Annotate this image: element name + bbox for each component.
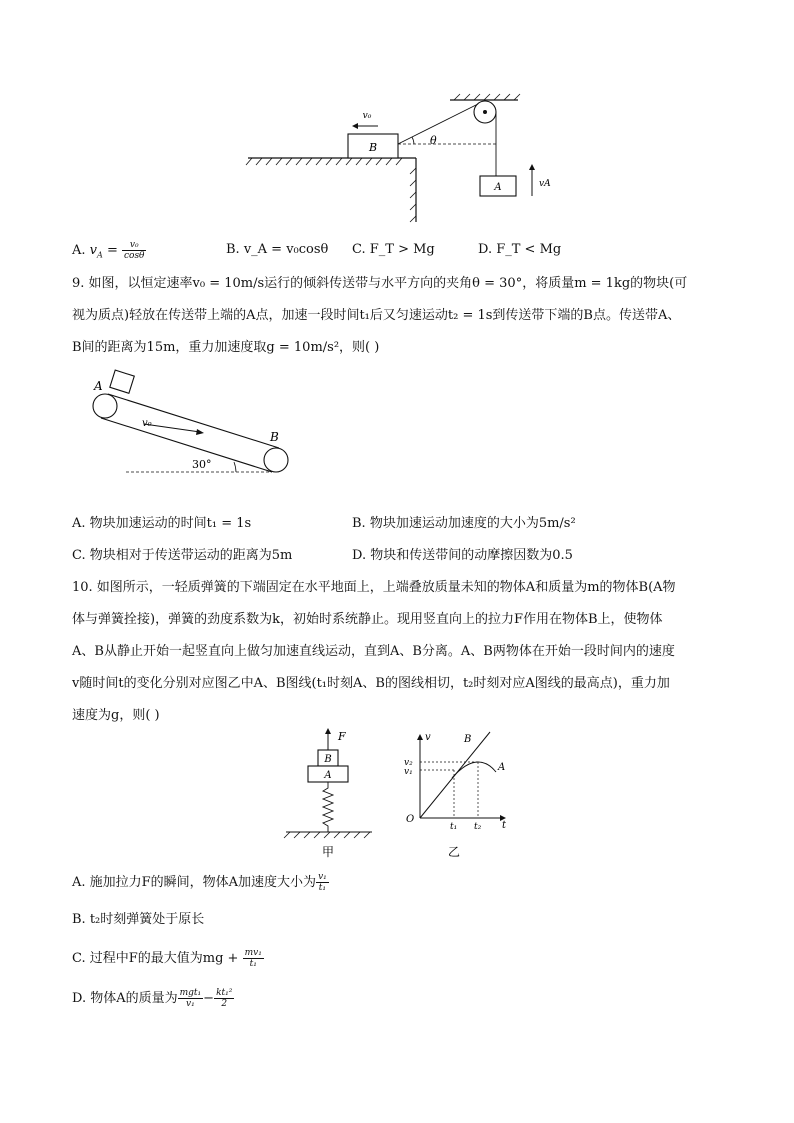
belt-v0-label: v₀ [142,418,152,429]
q10-option-d[interactable] [72,988,234,1009]
spring-figure [282,726,378,860]
q9-option-d[interactable]: D. 物块和传送带间的动摩擦因数为0.5 [352,548,573,563]
q8-option-d[interactable]: D. F_T < Mg [478,242,562,257]
vt-v1-label: v₁ [404,767,413,777]
pulley-figure [240,92,560,227]
q10-option-b[interactable]: B. t₂时刻弹簧处于原长 [72,912,205,927]
q8-option-a-label: A. [72,243,86,258]
vt-t-label: t [502,820,507,831]
q10-text-line1: 10. 如图所示，一轻质弹簧的下端固定在水平地面上，上端叠放质量未知的物体A和质量为m的物体B(A物 [72,580,676,595]
q10-option-d-text: D. 物体A的质量为 [72,991,178,1006]
q10-option-a-num: v₁ [318,872,327,882]
q10-option-a[interactable] [72,872,329,893]
block-b-label: B [368,141,378,154]
q10-option-d-minus: − [203,991,215,1006]
vt-caption: 乙 [447,845,461,859]
q9-text-line2: 视为质点)轻放在传送带上端的A点，加速一段时间t₁后又匀速运动t₂ = 1s到传送带下端的B点。传送带A、 [72,308,681,323]
q8-option-a-den: cosθ [123,251,145,261]
q10-option-c-den: t₁ [249,959,257,969]
q10-text-line4: v随时间t的变化分别对应图乙中A、B图线(t₁时刻A、B的图线相切，t₂时刻对应A图线的最高点)，重力加 [72,676,670,691]
q9-option-c[interactable]: C. 物块相对于传送带运动的距离为5m [72,548,293,563]
belt-b-label: B [270,430,279,444]
q10-text-line3: A、B从静止开始一起竖直向上做匀加速直线运动，直到A、B分离。A、B两物体在开始一段时间内的速度 [72,644,675,659]
q10-text-line5: 速度为g，则( ) [72,708,160,723]
q9-text-line3: B间的距离为15m，重力加速度取g = 10m/s²，则( ) [72,340,380,355]
block-a-label: A [494,182,502,193]
q10-option-d-den2: 2 [221,999,228,1009]
q8-option-a-sub: A [97,250,103,260]
q10-option-c-text: C. 过程中F的最大值为mg + [72,951,243,966]
vt-a-label: A [498,762,506,773]
vt-graph [398,726,518,862]
va-label: vA [539,179,551,189]
vt-origin-label: O [406,814,415,825]
q8-option-a-lhs: v [89,243,98,258]
vt-t1-label: t₁ [450,822,458,832]
q10-option-d-num2: kt₁² [216,988,233,998]
q10-text-line2: 体与弹簧拴接)，弹簧的劲度系数为k，初始时系统静止。现用竖直向上的拉力F作用在物体B上，使物体 [72,612,663,627]
vt-v-label: v [425,732,431,743]
belt-a-label: A [94,379,103,393]
v0-label: v₀ [362,111,372,121]
belt-angle-label: 30° [192,458,212,471]
vt-t2-label: t₂ [474,822,482,832]
vt-b-label: B [464,734,472,745]
q8-option-a[interactable]: A. $v_A$ = $\frac{\text{v₀}}{\cos\theta}$ [72,240,145,261]
q10-option-c-num: mv₁ [244,948,262,958]
q10-option-d-num1: mgt₁ [179,988,202,998]
q8-option-c[interactable]: C. F_T > Mg [352,242,435,257]
spring-f-label: F [338,730,346,743]
q8-option-a-num: v₀ [122,240,147,251]
q10-option-a-den: t₁ [318,883,327,893]
spring-caption: 甲 [321,845,335,859]
q9-text-line1: 9. 如图，以恒定速率v₀ = 10m/s运行的倾斜传送带与水平方向的夹角θ = 30°，将质量m = 1kg的物块(可 [72,276,688,291]
spring-b-label: B [324,754,332,765]
vt-v2-label: v₂ [404,758,413,768]
conveyor-figure [86,368,306,478]
q8-option-b[interactable]: B. v_A = v₀cosθ [226,242,329,257]
q9-option-a[interactable]: A. 物块加速运动的时间t₁ = 1s [72,516,252,531]
q9-option-b[interactable]: B. 物块加速运动加速度的大小为5m/s² [352,516,576,531]
q10-option-a-text: A. 施加拉力F的瞬间，物体A加速度大小为 [72,875,317,890]
spring-a-label: A [324,770,332,781]
q10-option-c[interactable] [72,948,264,969]
theta-label: θ [430,134,437,147]
q10-option-d-den1: v₁ [186,999,195,1009]
